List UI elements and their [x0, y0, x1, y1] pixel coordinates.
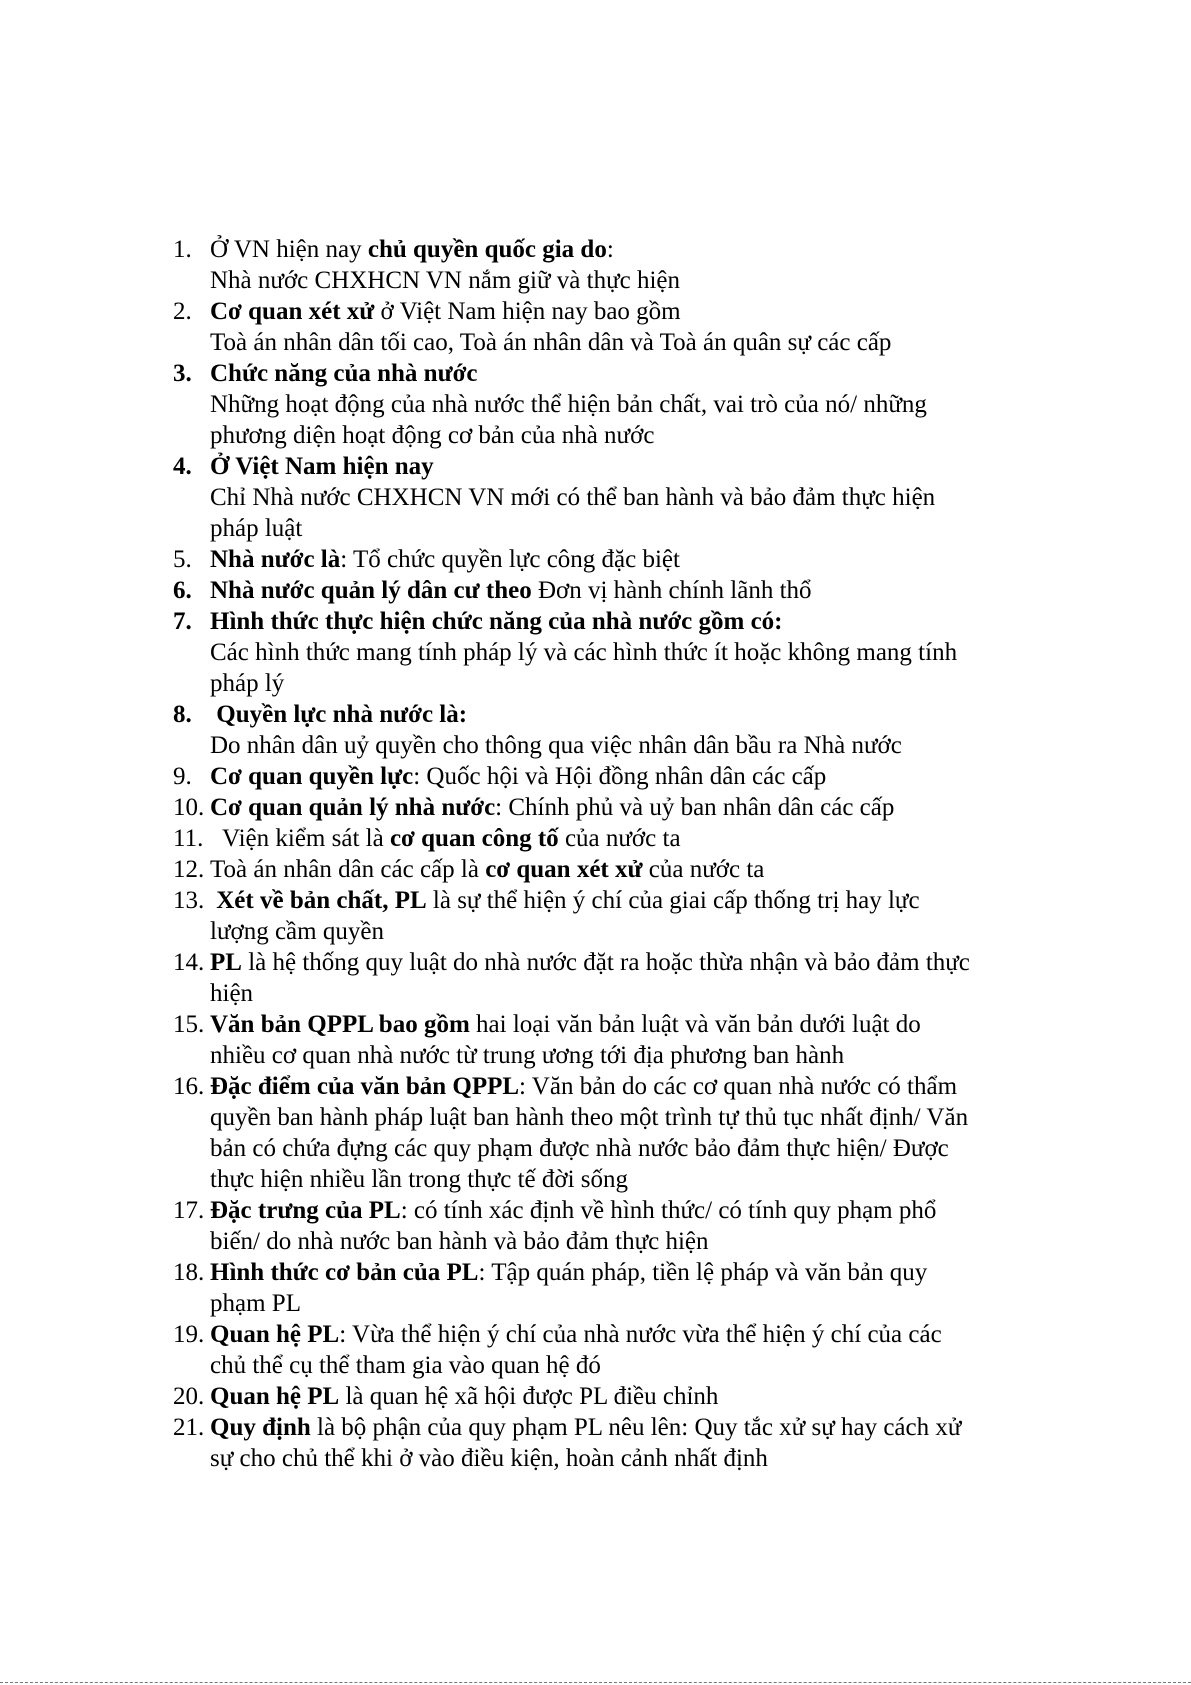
list-item [173, 699, 1053, 761]
item-line [210, 1040, 1053, 1071]
item-body [210, 699, 1053, 761]
item-body [210, 234, 1053, 296]
item-number: 12. [173, 856, 205, 883]
text-run: : Quốc hội và Hội đồng nhân dân các cấp [413, 763, 827, 790]
text-run: của nước ta [642, 856, 765, 883]
text-run: : Tổ chức quyền lực công đặc biệt [340, 546, 680, 573]
text-run: pháp luật [210, 515, 303, 542]
item-number: 3. [173, 360, 192, 387]
item-body [210, 1381, 1053, 1412]
item-body [210, 296, 1053, 358]
list-item [173, 1319, 1053, 1381]
bold-term: PL [210, 949, 242, 976]
list-item [173, 761, 1053, 792]
text-run: hai loại văn bản luật và văn bản dưới luật do [469, 1011, 921, 1038]
bold-term: Hình thức cơ bản của PL [210, 1259, 479, 1286]
text-run: Do nhân dân uỷ quyền cho thông qua việc nhân dân bầu ra Nhà nước [210, 732, 902, 759]
text-run: Những hoạt động của nhà nước thể hiện bản chất, vai trò của nó/ những [210, 391, 927, 418]
text-run: hiện [210, 980, 254, 1007]
item-line [210, 1226, 1053, 1257]
item-number: 21. [173, 1414, 205, 1441]
item-number: 14. [173, 949, 205, 976]
item-line [210, 327, 1053, 358]
list-item [173, 1412, 1053, 1474]
item-line [210, 234, 1053, 265]
item-number: 5. [173, 546, 192, 573]
list-item [173, 885, 1053, 947]
text-run: : Chính phủ và uỷ ban nhân dân các cấp [495, 794, 895, 821]
text-run: nhiều cơ quan nhà nước từ trung ương tới địa phương ban hành [210, 1042, 845, 1069]
text-run: quyền ban hành pháp luật ban hành theo một trình tự thủ tục nhất định/ Văn [210, 1104, 969, 1131]
list-item [173, 792, 1053, 823]
text-run: Chỉ Nhà nước CHXHCN VN mới có thể ban hành và bảo đảm thực hiện [210, 484, 936, 511]
bold-term: Văn bản QPPL bao gồm [210, 1011, 470, 1038]
item-line [210, 1102, 1053, 1133]
item-number: 16. [173, 1073, 205, 1100]
text-run: Toà án nhân dân tối cao, Toà án nhân dân và Toà án quân sự các cấp [210, 329, 892, 356]
item-body [210, 1319, 1053, 1381]
item-body [210, 606, 1053, 699]
item-line [210, 885, 1053, 916]
item-line [210, 513, 1053, 544]
item-line [210, 792, 1053, 823]
item-number: 4. [173, 453, 192, 480]
text-run: : Văn bản do các cơ quan nhà nước có thẩm [519, 1073, 958, 1100]
item-line [210, 544, 1053, 575]
item-line [210, 699, 1053, 730]
item-body [210, 854, 1053, 885]
bold-term: Chức năng của nhà nước [210, 360, 478, 387]
text-run: phạm PL [210, 1290, 301, 1317]
text-run: : [606, 236, 614, 263]
text-run: là hệ thống quy luật do nhà nước đặt ra hoặc thừa nhận và bảo đảm thực [241, 949, 970, 976]
text-run: bản có chứa đựng các quy phạm được nhà nước bảo đảm thực hiện/ Được [210, 1135, 949, 1162]
item-body [210, 1009, 1053, 1071]
list-item [173, 1009, 1053, 1071]
bold-term: chủ quyền quốc gia do [367, 236, 607, 263]
bold-term: Cơ quan xét xử [210, 298, 375, 325]
item-body [210, 451, 1053, 544]
item-number: 2. [173, 298, 192, 325]
text-run: Ở VN hiện nay [210, 236, 368, 263]
item-line [210, 1071, 1053, 1102]
item-line [210, 1412, 1053, 1443]
text-run: ở Việt Nam hiện nay bao gồm [374, 298, 681, 325]
text-run: Viện kiểm sát là [210, 825, 390, 852]
bold-term: Hình thức thực hiện chức năng của nhà nước gồm có: [210, 608, 783, 635]
item-body [210, 358, 1053, 451]
item-body [210, 1257, 1053, 1319]
item-body [210, 1071, 1053, 1195]
bold-term: cơ quan xét xử [485, 856, 643, 883]
bold-term: Quan hệ PL [210, 1321, 340, 1348]
bold-term: Đặc điểm của văn bản QPPL [210, 1073, 520, 1100]
item-line [210, 978, 1053, 1009]
item-number: 1. [173, 236, 192, 263]
text-run: là bộ phận của quy phạm PL nêu lên: Quy tắc xử sự hay cách xử [310, 1414, 962, 1441]
bold-term: Quan hệ PL [210, 1383, 340, 1410]
list-item [173, 358, 1053, 451]
item-number: 10. [173, 794, 205, 821]
list-item [173, 947, 1053, 1009]
page-bottom-divider [0, 1682, 1191, 1683]
text-run: biến/ do nhà nước ban hành và bảo đảm thực hiện [210, 1228, 709, 1255]
list-item [173, 1195, 1053, 1257]
text-run: Đơn vị hành chính lãnh thổ [531, 577, 812, 604]
item-line [210, 668, 1053, 699]
item-line [210, 606, 1053, 637]
item-line [210, 420, 1053, 451]
text-run: của nước ta [558, 825, 681, 852]
item-line [210, 1195, 1053, 1226]
item-body [210, 1195, 1053, 1257]
item-line [210, 916, 1053, 947]
bold-term: Cơ quan quản lý nhà nước [210, 794, 496, 821]
list-item [173, 823, 1053, 854]
item-line [210, 1443, 1053, 1474]
item-line [210, 1381, 1053, 1412]
item-body [210, 1412, 1053, 1474]
bold-term: Xét về bản chất, PL [210, 887, 427, 914]
item-line [210, 947, 1053, 978]
list-item [173, 1381, 1053, 1412]
text-run: : Vừa thể hiện ý chí của nhà nước vừa thể hiện ý chí của các [339, 1321, 942, 1348]
bold-term: Ở Việt Nam hiện nay [210, 453, 434, 480]
item-body [210, 823, 1053, 854]
text-run: chủ thể cụ thể tham gia vào quan hệ đó [210, 1352, 601, 1379]
list-item [173, 854, 1053, 885]
item-line [210, 451, 1053, 482]
text-run: pháp lý [210, 670, 285, 697]
item-line [210, 389, 1053, 420]
item-line [210, 1257, 1053, 1288]
text-run: phương diện hoạt động cơ bản của nhà nước [210, 422, 655, 449]
item-number: 15. [173, 1011, 205, 1038]
item-number: 19. [173, 1321, 205, 1348]
item-line [210, 575, 1053, 606]
text-run: lượng cầm quyền [210, 918, 384, 945]
text-run: Các hình thức mang tính pháp lý và các hình thức ít hoặc không mang tính [210, 639, 958, 666]
item-body [210, 885, 1053, 947]
item-body [210, 575, 1053, 606]
text-run: thực hiện nhiều lần trong thực tế đời sống [210, 1166, 629, 1193]
qa-list [173, 234, 1053, 1474]
bold-term: Nhà nước là [210, 546, 341, 573]
list-item [173, 606, 1053, 699]
bold-term: Cơ quan quyền lực [210, 763, 414, 790]
text-run: sự cho chủ thể khi ở vào điều kiện, hoàn cảnh nhất định [210, 1445, 768, 1472]
text-run: : Tập quán pháp, tiền lệ pháp và văn bản quy [478, 1259, 928, 1286]
item-line [210, 854, 1053, 885]
list-item [173, 234, 1053, 296]
item-line [210, 296, 1053, 327]
item-number: 6. [173, 577, 192, 604]
item-line [210, 482, 1053, 513]
item-number: 8. [173, 701, 192, 728]
item-line [210, 1288, 1053, 1319]
text-run: là quan hệ xã hội được PL điều chỉnh [339, 1383, 719, 1410]
list-item [173, 575, 1053, 606]
list-item [173, 544, 1053, 575]
item-line [210, 730, 1053, 761]
text-run: : có tính xác định về hình thức/ có tính quy phạm phổ [400, 1197, 937, 1224]
list-item [173, 1071, 1053, 1195]
item-line [210, 823, 1053, 854]
item-line [210, 1350, 1053, 1381]
item-body [210, 761, 1053, 792]
item-number: 18. [173, 1259, 205, 1286]
item-line [210, 1133, 1053, 1164]
item-body [210, 792, 1053, 823]
item-body [210, 947, 1053, 1009]
item-line [210, 637, 1053, 668]
list-item [173, 296, 1053, 358]
item-number: 11. [173, 825, 204, 852]
item-number: 17. [173, 1197, 205, 1224]
list-item [173, 451, 1053, 544]
text-run: Nhà nước CHXHCN VN nắm giữ và thực hiện [210, 267, 681, 294]
item-body [210, 544, 1053, 575]
item-line [210, 1164, 1053, 1195]
item-line [210, 358, 1053, 389]
bold-term: Nhà nước quản lý dân cư theo [210, 577, 532, 604]
item-line [210, 1319, 1053, 1350]
bold-term: cơ quan công tố [389, 825, 559, 852]
item-number: 20. [173, 1383, 205, 1410]
item-line [210, 1009, 1053, 1040]
item-line [210, 265, 1053, 296]
item-line [210, 761, 1053, 792]
list-item [173, 1257, 1053, 1319]
bold-term: Quyền lực nhà nước là: [210, 701, 468, 728]
bold-term: Quy định [210, 1414, 311, 1441]
text-run: Toà án nhân dân các cấp là [210, 856, 486, 883]
item-number: 13. [173, 887, 205, 914]
item-number: 9. [173, 763, 192, 790]
text-run: là sự thể hiện ý chí của giai cấp thống trị hay lực [426, 887, 920, 914]
bold-term: Đặc trưng của PL [210, 1197, 401, 1224]
item-number: 7. [173, 608, 192, 635]
